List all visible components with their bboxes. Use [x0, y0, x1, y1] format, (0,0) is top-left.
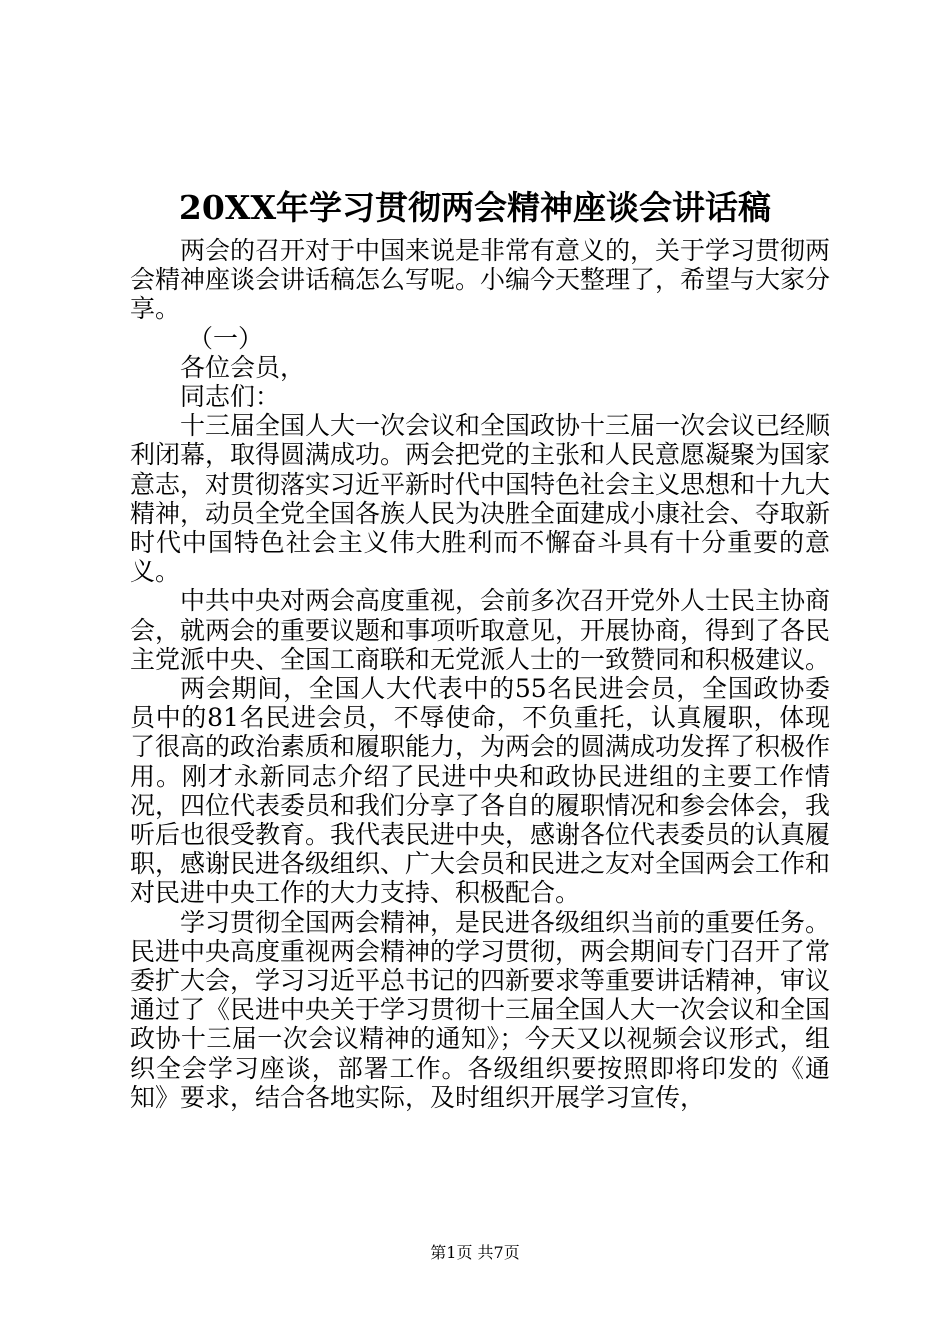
document-body	[130, 236, 830, 1112]
body-paragraph: 中共中央对两会高度重视，会前多次召开党外人士民主协商会，就两会的重要议题和事项听取意见，开展协商，得到了各民主党派中央、全国工商联和无党派人士的一致赞同和积极建议。	[130, 586, 831, 674]
section-heading: （一）	[188, 323, 264, 353]
intro-paragraph: 两会的召开对于中国来说是非常有意义的，关于学习贯彻两会精神座谈会讲话稿怎么写呢。小编今天整理了，希望与大家分享。	[130, 236, 831, 324]
body-paragraph: 两会期间，全国人大代表中的55名民进会员，全国政协委员中的81名民进会员，不辱使命，不负重托，认真履职，体现了很高的政治素质和履职能力，为两会的圆满成功发挥了积极作用。刚才永新同志介绍了民进中央和政协民进组的主要工作情况，四位代表委员和我们分享了各自的履职情况和参会体会，我听后也很受教育。我代表民进中央，感谢各位代表委员的认真履职，感谢民进各级组织、广大会员和民进之友对全国两会工作和对民进中央工作的大力支持、积极配合。	[130, 674, 831, 908]
page-number-footer: 第1页 共7页	[430, 1243, 520, 1262]
salutation-members: 各位会员，	[180, 352, 306, 382]
salutation-comrades: 同志们：	[180, 382, 281, 412]
body-paragraph: 学习贯彻全国两会精神，是民进各级组织当前的重要任务。民进中央高度重视两会精神的学习贯彻，两会期间专门召开了常委扩大会，学习习近平总书记的四新要求等重要讲话精神，审议通过了《民进中央关于学习贯彻十三届全国人大一次会议和全国政协十三届一次会议精神的通知》；今天又以视频会议形式，组织全会学习座谈，部署工作。各级组织要按照即将印发的《通知》要求，结合各地实际，及时组织开展学习宣传，	[130, 907, 831, 1112]
document-title: 20XX年学习贯彻两会精神座谈会讲话稿	[178, 188, 772, 227]
body-paragraph: 十三届全国人大一次会议和全国政协十三届一次会议已经顺利闭幕，取得圆满成功。两会把党的主张和人民意愿凝聚为国家意志，对贯彻落实习近平新时代中国特色社会主义思想和十九大精神，动员全党全国各族人民为决胜全面建成小康社会、夺取新时代中国特色社会主义伟大胜利而不懈奋斗具有十分重要的意义。	[130, 411, 831, 587]
